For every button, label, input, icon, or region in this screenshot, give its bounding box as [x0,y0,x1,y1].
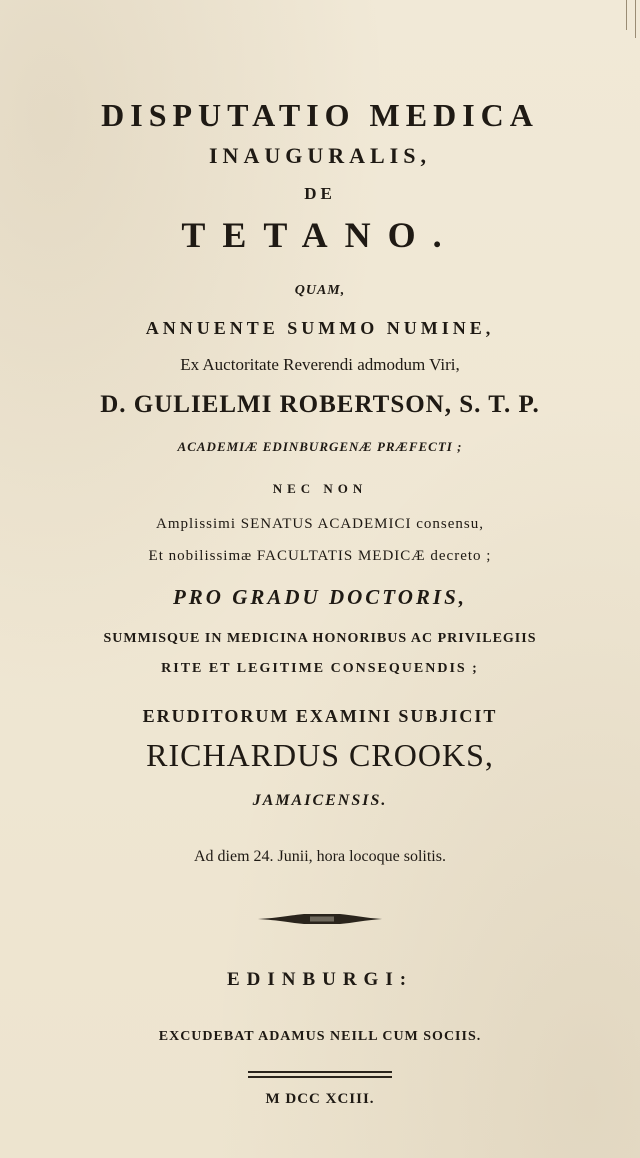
nec-non-line: NEC NON [272,481,368,496]
topic-title: TETANO. [181,215,459,255]
imprint-place: EDINBURGI: [226,969,414,990]
honors-line: SUMMISQUE IN MEDICINA HONORIBUS AC PRIVILEGIIS [103,631,537,646]
page-edge-mark [635,0,636,38]
ornamental-rule-icon [258,911,382,927]
page-edge-mark [626,0,627,30]
annuente-line: ANNUENTE SUMMO NUMINE, [145,318,495,338]
degree-line: PRO GRADU DOCTORIS, [172,585,468,609]
quam-line: QUAM, [294,283,346,298]
faculty-line: Et nobilissimæ FACULTATIS MEDICÆ decreto ; [148,548,492,564]
title: DISPUTATIO MEDICA [101,97,539,133]
date-line: Ad diem 24. Junii, hora locoque solitis. [194,848,446,865]
academy-line: ACADEMIÆ EDINBURGENÆ PRÆFECTI ; [177,439,463,454]
subtitle: INAUGURALIS, [209,143,431,168]
senate-line: Amplissimi SENATUS ACADEMICI consensu, [155,516,485,532]
examini-line: ERUDITORUM EXAMINI SUBJICIT [142,706,498,726]
rite-line: RITE ET LEGITIME CONSEQUENDIS ; [161,661,479,676]
author-name: RICHARDUS CROOKS, [146,737,494,773]
double-rule [248,1071,392,1078]
printer-line: EXCUDEBAT ADAMUS NEILL CUM SOCIIS. [158,1029,482,1044]
author-origin: JAMAICENSIS. [252,792,388,809]
authority-line: Ex Auctoritate Reverendi admodum Viri, [180,355,460,374]
de-line: DE [304,184,336,203]
principal-name: D. GULIELMI ROBERTSON, S. T. P. [100,391,540,418]
imprint-year: M DCC XCIII. [265,1091,375,1107]
